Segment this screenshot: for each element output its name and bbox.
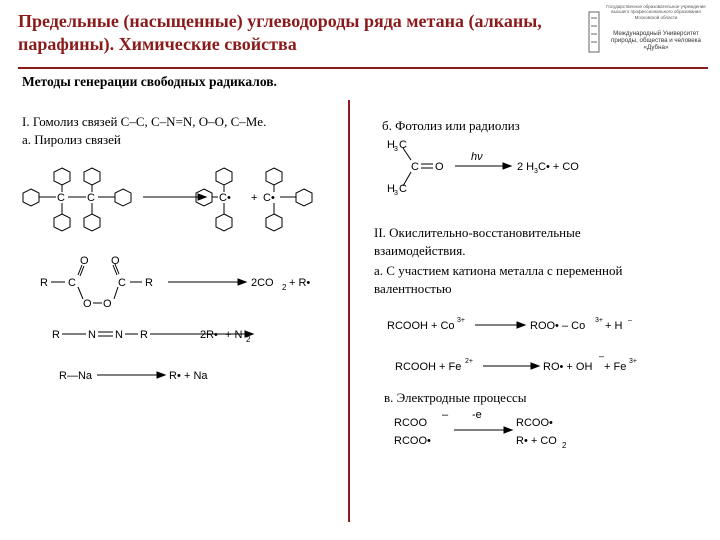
item-metal-line2: валентностью	[374, 281, 452, 296]
university-logo	[588, 4, 714, 60]
r2-C-left: C	[68, 277, 76, 289]
reaction-organosodium	[57, 364, 357, 394]
item-redox-line1: II. Окислительно-восстановительные	[374, 225, 581, 240]
item-pyrolysis: а. Пиролиз связей	[22, 132, 121, 147]
r3-product: 2R•	[200, 329, 218, 341]
reaction-electrode	[392, 408, 612, 458]
item-homolysis: I. Гомолиз связей C–C, C–N=N, O–O, C–Me.	[22, 114, 267, 129]
r1-carbon-left: C	[57, 192, 65, 204]
section-heading: Методы генерации свободных радикалов.	[22, 74, 277, 89]
photo-product-tail: C• + CO	[538, 161, 579, 173]
r3-R-right: R	[140, 329, 148, 341]
photo-c-bottom: C	[399, 183, 407, 195]
r4-reactant: R—Na	[59, 370, 93, 382]
fe-right-sup: –	[599, 351, 605, 361]
co-left: RCOOH + Co	[387, 320, 455, 332]
photo-oxygen: O	[435, 161, 444, 173]
r2-O-bottom-right: O	[103, 298, 112, 310]
photo-sub-bottom: 3	[394, 190, 398, 197]
r3-N-left: N	[88, 329, 96, 341]
page-title: Предельные (насыщенные) углеводороды ряда метана (алканы, парафины). Химические свойства	[18, 11, 542, 54]
photo-product-sub: 3	[534, 168, 538, 175]
r1-plus: +	[251, 192, 258, 204]
reaction-azo	[50, 322, 350, 352]
fe-left: RCOOH + Fe	[395, 361, 462, 373]
el-product-sub: 2	[562, 441, 567, 450]
fe-right-tail: + Fe	[604, 361, 627, 373]
r1-product-radical-2: C•	[263, 192, 275, 204]
co-left-sup: 3+	[457, 317, 465, 324]
r4-product: R•	[169, 370, 181, 382]
r2-product-subscript: 2	[282, 283, 287, 292]
r2-C-right: C	[118, 277, 126, 289]
fe-right: RO• + OH	[543, 361, 593, 373]
r3-N-right: N	[115, 329, 123, 341]
column-divider	[348, 100, 350, 522]
co-right-tail-sup: –	[628, 317, 632, 324]
reaction-peroxide	[38, 255, 338, 315]
fe-right-tail-sup: 3+	[629, 358, 637, 365]
r2-R-right: R	[145, 277, 153, 289]
item-redox-line2: взаимодействия.	[374, 243, 466, 258]
co-right-sup: 3+	[595, 317, 603, 324]
logo-small-text: Государственное образовательное учреждение высшего профессионального образования Московской области	[606, 4, 706, 20]
reaction-cobalt	[385, 312, 705, 342]
r3-R-left: R	[52, 329, 60, 341]
logo-emblem-icon	[588, 4, 602, 60]
fe-left-sup: 2+	[465, 358, 473, 365]
header-divider	[18, 67, 708, 69]
photo-h3c-top: H	[387, 139, 395, 151]
photo-carbonyl-c: C	[411, 161, 419, 173]
r2-R-left: R	[40, 277, 48, 289]
r1-product-radical-1: C•	[219, 192, 231, 204]
r4-plus: + Na	[184, 370, 208, 382]
r2-plus-radical: + R•	[289, 277, 311, 289]
r3-plus: + N	[225, 329, 243, 341]
reaction-hexaphenylethane	[18, 160, 338, 250]
photo-product: 2 H	[517, 161, 535, 173]
el-arrow-label: -e	[472, 409, 482, 421]
photo-hv: hν	[471, 151, 483, 163]
logo-university-name: Международный Университет природы, общества и человека «Дубна»	[611, 30, 701, 51]
el-product-2: R• + CO	[516, 435, 557, 447]
reaction-iron	[393, 353, 713, 383]
r2-O-top-right: O	[111, 255, 120, 267]
r2-product: 2CO	[251, 277, 274, 289]
item-photolysis: б. Фотолиз или радиолиз	[382, 118, 520, 133]
el-product-1: RCOO•	[516, 417, 553, 429]
r2-O-top-left: O	[80, 255, 89, 267]
el-intermediate: RCOO•	[394, 435, 431, 447]
el-minus: –	[442, 409, 449, 421]
co-right-tail: + H	[605, 320, 623, 332]
r1-carbon-right: C	[87, 192, 95, 204]
photo-sub-top: 3	[394, 146, 398, 153]
photo-c-top: C	[399, 139, 407, 151]
r3-subscript: 2	[246, 335, 251, 344]
r2-O-bottom-left: O	[83, 298, 92, 310]
el-reactant: RCOO	[394, 417, 427, 429]
item-electrode: в. Электродные процессы	[384, 390, 527, 405]
co-right: ROO• – Co	[530, 320, 586, 332]
reaction-photolysis	[385, 136, 625, 196]
photo-h3c-bottom: H	[387, 183, 395, 195]
item-metal-line1: а. С участием катиона металла с переменной	[374, 263, 623, 278]
